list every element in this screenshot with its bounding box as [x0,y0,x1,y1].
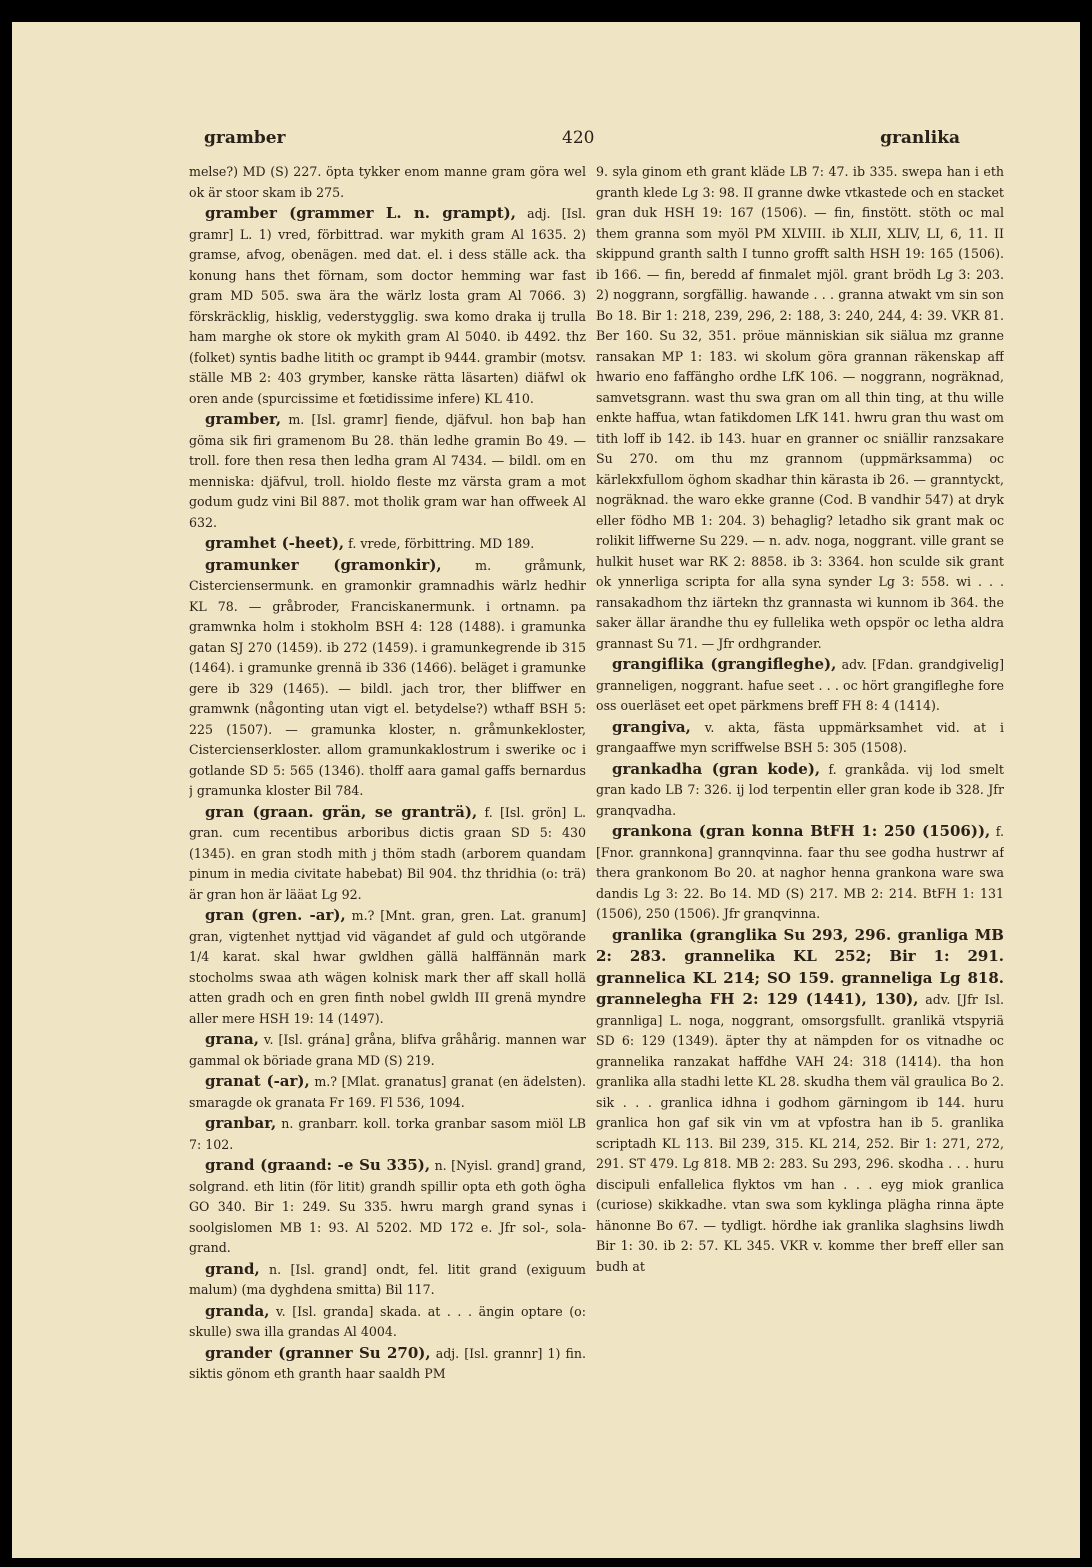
entry-text: adj. [Isl. gramr] L. 1) vred, förbittrad. war mykith gram Al 1635. 2) gramse, afvog, obenägen. med dat. el. i dess ställe ack. tha konung hans thet förnam, som doctor hemming war fast gram MD 505. swa ära the wärlz losta gram Al 7066. 3) förskräcklig, hisklig, vederstygglig. swa komo draka ij trulla ham marghe ok store ok mykith gram Al 5040. ib 4492. thz (folket) syntis badhe litith oc grampt ib 9444. grambir (motsv. ställe MB 2: 403 grymber, kanske rätta läsarten) diäfwl ok oren ande (spurcissime et fœtidissime infere) KL 410. [189,206,586,406]
dictionary-entry [189,533,586,555]
entry-text: adv. [Jfr Isl. grannliga] L. noga, noggrant, omsorgsfullt. granlikä vtspyriä SD 6: 129 (1349). äpter thy at nämpden for os vitnadhe oc grannelika ranzakat haffdhe VAH 24: 318 (1414). tha hon granlika alla stadhi lette KL 28. skudha them väl graulica Bo 2. sik . . . granlica idhna i godhom gärningom ib 144. huru granlica hon gaf sik vin vm at vpfostra han ib 5. granlika scriptadh KL 113. Bil 239, 315. KL 214, 252. Bir 1: 271, 272, 291. ST 479. Lg 818. MB 2: 283. Su 293, 296. skodha . . . huru discipuli enfallelica flyktos vm han . . . eyg miok granlica (curiose) skikkadhe. vtan swa som kyklinga plägha rinna äpte hänonne Bo 67. — tydligt. hördhe iak granlika slaghsins liwdh Bir 1: 30. ib 2: 57. KL 345. VKR v. komme ther breff eller san budh at [596,992,1004,1274]
entry-text: v. [Isl. granda] skada. at . . . ängin optare (o: skulle) swa illa grandas Al 4004. [189,1303,586,1339]
dictionary-entry [596,717,1004,759]
entry-headword: granat (-ar), [205,1072,310,1090]
entry-headword: granbar, [205,1114,277,1132]
page-header [12,128,1080,158]
entry-text: f. grankåda. vij lod smelt gran kado LB 7: 326. ij lod terpentin eller gran kode ib 328. Jfr granqvadha. [596,761,1004,818]
dictionary-entry [189,1071,586,1113]
dictionary-entry [189,203,586,409]
entry-headword: grankadha (gran kode), [612,759,821,778]
dictionary-page [12,22,1080,1558]
entry-text: m. [Isl. gramr] fiende, djäfvul. hon baþ han göma sik firi gramenom Bu 28. thän ledhe gramin Bo 49. — troll. fore then resa then ledha gram Al 7434. — bildl. om en menniska: djäfvul, troll. hioldo fleste mz värsta gram a mot godum gudz vini Bil 887. mot tholik gram war han offweek Al 632. [189,412,586,530]
dictionary-entry [596,925,1004,1278]
entry-headword: gramber (grammer L. n. grampt), [205,204,517,222]
dictionary-entry [189,555,586,802]
entry-headword: gran (gren. -ar), [205,906,346,924]
dictionary-entry [189,802,586,906]
entry-text: n. [Nyisl. grand] grand, solgrand. eth litin (för litit) grandh spillir opta eth goth ögha GO 340. Bir 1: 249. Su 335. hwru margh grand synas i soolgislomen MB 1: 93. Al 5202. MD 172 e. Jfr sol-, sola-grand. [189,1158,586,1255]
entry-headword: granda, [205,1301,270,1320]
entry-headword: grand (graand: -e Su 335), [205,1156,431,1174]
entry-headword: granlika (granglika Su 293, 296. granliga MB 2: 283. grannelika KL 252; Bir 1: 291. grannelica KL 214; SO 159. granneliga Lg 818. grannelegha FH 2: 129 (1441), 130), [596,925,1004,1008]
entry-text: n. granbarr. koll. torka granbar sasom miöl LB 7: 102. [189,1116,586,1152]
entry-text: m.? [Mnt. gran, gren. Lat. granum] gran, vigtenhet nyttjad vid vägandet af guld och utgörande 1/4 karat. skal hwar gwldhen gällä halffännän mark stocholms swaa ath wägen kolnisk mark ther aff skall hollä atten gradh och en gren finth nobel gwldh III grenä myndre aller mere HSH 19: 14 (1497). [189,908,586,1026]
header-left-word: gramber [204,128,286,148]
entry-headword: gramhet (-heet), [205,534,345,552]
entry-headword: gramber, [205,410,282,428]
page-number: 420 [562,128,595,148]
dictionary-entry [189,1029,586,1071]
entry-text: 9. syla ginom eth grant kläde LB 7: 47. ib 335. swepa han i eth granth klede Lg 3: 98. II granne dwke vtkastede och en stacket gran duk HSH 19: 167 (1506). — fin, finstött. stöth oc mal them granna som myöl PM XLVIII. ib XLII, XLIV, LI, 6, 11. II skippund granth salth I tunno grofft salth HSH 19: 165 (1506). ib 166. — fin, beredd af finmalet mjöl. grant brödh Lg 3: 203. 2) noggrann, sorgfällig. hawande . . . granna atwakt vm sin son Bo 18. Bir 1: 218, 239, 296, 2: 188, 3: 240, 244, 4: 39. VKR 81. Ber 160. Su 32, 351. pröue människian sik siälua mz granne ransakan MP 1: 183. wi skolum göra grannan räkenskap aff hwario eno faffängho ordhe LfK 106. — noggrann, nogräknad, samvetsgrann. wast thu swa gran om all thin ting, at thu wille enkte haffua, wtan fatikdomen LfK 141. hwru gran thu wast om tith loff ib 142. ib 143. huar en granner oc sniällir ranzsakare Su 270. om thu mz grannom (uppmärksamma) oc kärlekxfullom öghom skadhar thin kärasta ib 26. — granntyckt, nogräknad. the waro ekke granne (Cod. B vandhir 547) at dryk eller födho MB 1: 204. 3) behaglig? letadho sik grant mak oc rolikit liffwerne Su 229. — n. adv. noga, noggrant. ville grant se hulkit huset war RK 2: 8858. ib 3: 3364. hon sculde sik grant ok ynnerliga scripta for alla syna synder Lg 3: 558. wi . . . ransakadhom thz iärtekn thz grannasta wi kunnom ib 364. the saker ällar ärandhe thu ey fullelika weth opspör oc letha aldra grannast Su 71. — Jfr ordhgrander. [596,164,1004,651]
dictionary-entry [189,1155,586,1259]
entry-text: n. [Isl. grand] ondt, fel. litit grand (exiguum malum) (ma dyghdena smitta) Bil 117. [189,1261,586,1297]
dictionary-entry [189,409,586,533]
dictionary-entry [596,162,1004,654]
entry-text: adj. [Isl. grannr] 1) fin. siktis gönom eth granth haar saaldh PM [189,1345,586,1381]
entry-headword: grander (granner Su 270), [205,1343,431,1362]
dictionary-entry [189,1343,586,1385]
entry-text: f. [Fnor. grannkona] grannqvinna. faar thu see godha hustrwr af thera grankonom Bo 20. at naghor henna grankona ware swa dandis Lg 3: 22. Bo 14. MD (S) 217. MB 2: 214. BtFH 1: 131 (1506), 250 (1506). Jfr granqvinna. [596,824,1004,921]
entry-headword: gramunker (gramonkir), [205,555,442,574]
entry-text: m.? [Mlat. granatus] granat (en ädelsten). smaragde ok granata Fr 169. Fl 536, 1094. [189,1074,586,1110]
left-column [189,162,586,1522]
entry-text: f. vrede, förbittring. MD 189. [348,536,535,551]
dictionary-entry [596,759,1004,822]
entry-headword: grand, [205,1259,260,1278]
dictionary-entry [189,1113,586,1155]
entry-text: adv. [Fdan. grandgivelig] granneligen, noggrant. hafue seet . . . oc hört grangifleghe fore oss ouerläset eet opet pärkmens breff FH 8: 4 (1414). [596,657,1004,713]
entry-headword: grana, [205,1030,259,1048]
dictionary-entry [189,905,586,1029]
entry-text: melse?) MD (S) 227. öpta tykker enom manne gram göra wel ok är stoor skam ib 275. [189,164,586,200]
dictionary-entry [596,821,1004,925]
entry-headword: gran (graan. grän, se granträ), [205,802,478,821]
entry-headword: grangiva, [612,717,691,736]
dictionary-entry [596,654,1004,717]
dictionary-entry [189,1259,586,1301]
entry-headword: grankona (gran konna BtFH 1: 250 (1506)), [612,822,991,840]
right-column [596,162,1004,1522]
entry-text: v. akta, fästa uppmärksamhet vid. at i grangaaffwe myn scriffwelse BSH 5: 305 (1508). [596,719,1004,755]
entry-text: m. gråmunk, Cisterciensermunk. en gramonkir gramnadhis wärlz hedhir KL 78. — gråbroder, Franciskanermunk. i ortnamn. pa gramwnka holm i stokholm BSH 4: 128 (1488). i gramunka gatan SJ 270 (1459). ib 272 (1459). i gramunkegrende ib 315 (1464). i gramunke grennä ib 336 (1466). beläget i gramunke gere ib 329 (1465). — bildl. jach tror, ther bliffwer en gramwnk (någonting utan vigt el. betydelse?) wthaff BSH 5: 225 (1507). — gramunka kloster, n. gråmunkekloster, Cistercienserkloster. allom gramunkaklostrum i swerike oc i gotlande SD 5: 565 (1346). tholff aara gamal gaffs bernardus j gramunka kloster Bil 784. [189,557,586,798]
entry-text: f. [Isl. grön] L. gran. cum recentibus arboribus dictis graan SD 5: 430 (1345). en gran stodh mith j thöm stadh (arborem quandam pinum in media civitate habebat) Bil 904. thz thridhia (o: trä) är gran hon är lääat Lg 92. [189,804,586,902]
entry-text: v. [Isl. grána] gråna, blifva gråhårig. mannen war gammal ok böriade grana MD (S) 219. [189,1032,586,1068]
dictionary-entry [189,1301,586,1343]
header-right-word: granlika [880,128,960,148]
dictionary-entry [189,162,586,203]
entry-headword: grangiflika (grangifleghe), [612,655,837,673]
